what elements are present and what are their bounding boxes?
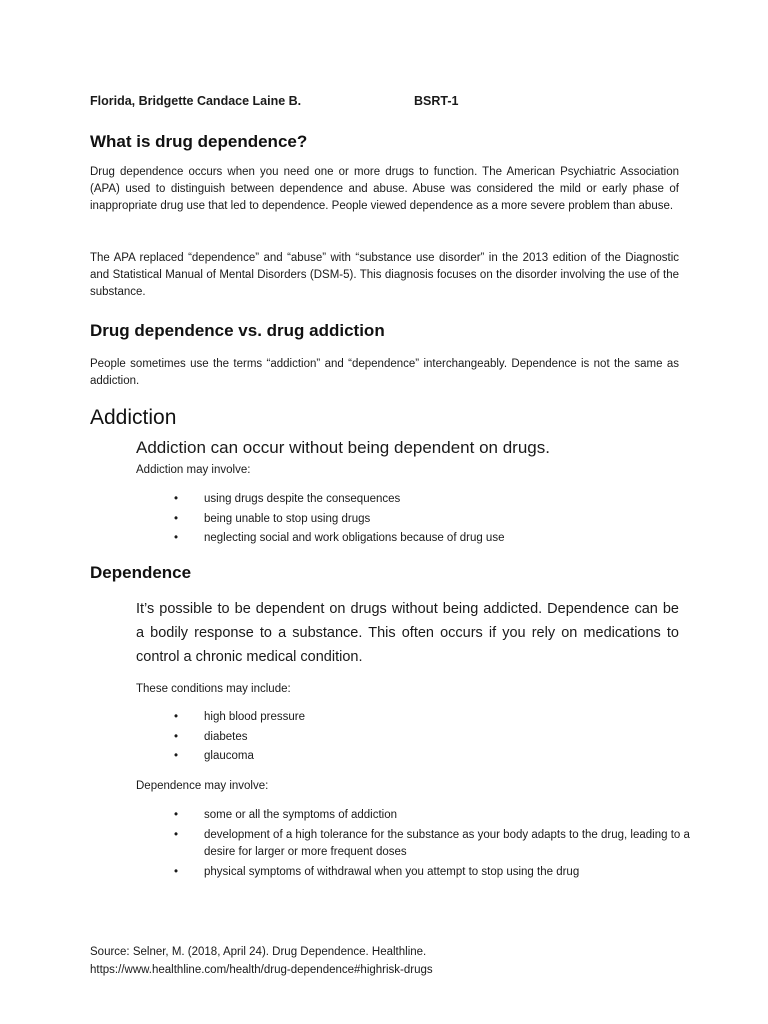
bullet-icon: • — [174, 711, 179, 723]
list-item: • being unable to stop using drugs — [174, 510, 694, 530]
involve-intro: Dependence may involve: — [136, 780, 269, 792]
source-citation — [90, 944, 690, 979]
addiction-list — [174, 490, 694, 549]
paragraph-what-is-1: Drug dependence occurs when you need one or more drugs to function. The American Psychiatric Association (APA) used to distinguish between dependence and abuse. Abuse was considered the mild or early phase of inappropriate drug use that led to dependence. People viewed dependence as a more severe problem than abuse. — [90, 166, 679, 213]
list-item: • neglecting social and work obligations because of drug use — [174, 529, 694, 549]
list-item: • using drugs despite the consequences — [174, 490, 694, 510]
source-line-1: Source: Selner, M. (2018, April 24). Drug Dependence. Healthline. — [90, 946, 427, 958]
list-item: • some or all the symptoms of addiction — [174, 806, 694, 826]
author-name: Florida, Bridgette Candace Laine B. — [90, 94, 302, 108]
bullet-icon: • — [174, 865, 179, 878]
bullet-icon: • — [174, 532, 179, 544]
heading-what-is-drug-dependence: What is drug dependence? — [90, 132, 308, 151]
addiction-lead: Addiction can occur without being dependent on drugs. — [136, 438, 550, 457]
bullet-icon: • — [174, 730, 179, 743]
bullet-icon: • — [174, 512, 179, 525]
bullet-icon: • — [174, 750, 179, 762]
involve-list — [174, 806, 694, 882]
list-item: • glaucoma — [174, 747, 694, 767]
paragraph-what-is-2: The APA replaced “dependence” and “abuse” with “substance use disorder” in the 2013 edition of the Diagnostic and Statistical Manual of Mental Disorders (DSM-5). This diagnosis focuses on the disorder involving the use of the substance. — [90, 252, 679, 299]
list-item: • physical symptoms of withdrawal when you attempt to stop using the drug — [174, 863, 694, 883]
bullet-icon: • — [174, 493, 179, 505]
list-item: • diabetes — [174, 728, 694, 748]
heading-addiction: Addiction — [90, 406, 177, 429]
addiction-intro: Addiction may involve: — [136, 464, 251, 476]
conditions-list — [174, 708, 694, 767]
list-item: • high blood pressure — [174, 708, 694, 728]
course-code: BSRT-1 — [414, 94, 459, 108]
source-url: https://www.healthline.com/health/drug-dependence#highrisk-drugs — [90, 963, 433, 976]
paragraph-vs-1: People sometimes use the terms “addiction” and “dependence” interchangeably. Dependence is not the same as addiction. — [90, 358, 679, 388]
conditions-intro: These conditions may include: — [136, 683, 291, 695]
dependence-lead: It’s possible to be dependent on drugs without being addicted. Dependence can be a bodily response to a substance. This often occurs if you rely on medications to control a chronic medical condition. — [136, 601, 679, 665]
heading-dependence-vs-addiction: Drug dependence vs. drug addiction — [90, 321, 385, 340]
heading-dependence: Dependence — [90, 563, 192, 582]
bullet-icon: • — [174, 828, 179, 841]
bullet-icon: • — [174, 809, 179, 821]
list-item: • development of a high tolerance for the substance as your body adapts to the drug, leading to a desire for larger or more frequent doses — [174, 828, 690, 859]
